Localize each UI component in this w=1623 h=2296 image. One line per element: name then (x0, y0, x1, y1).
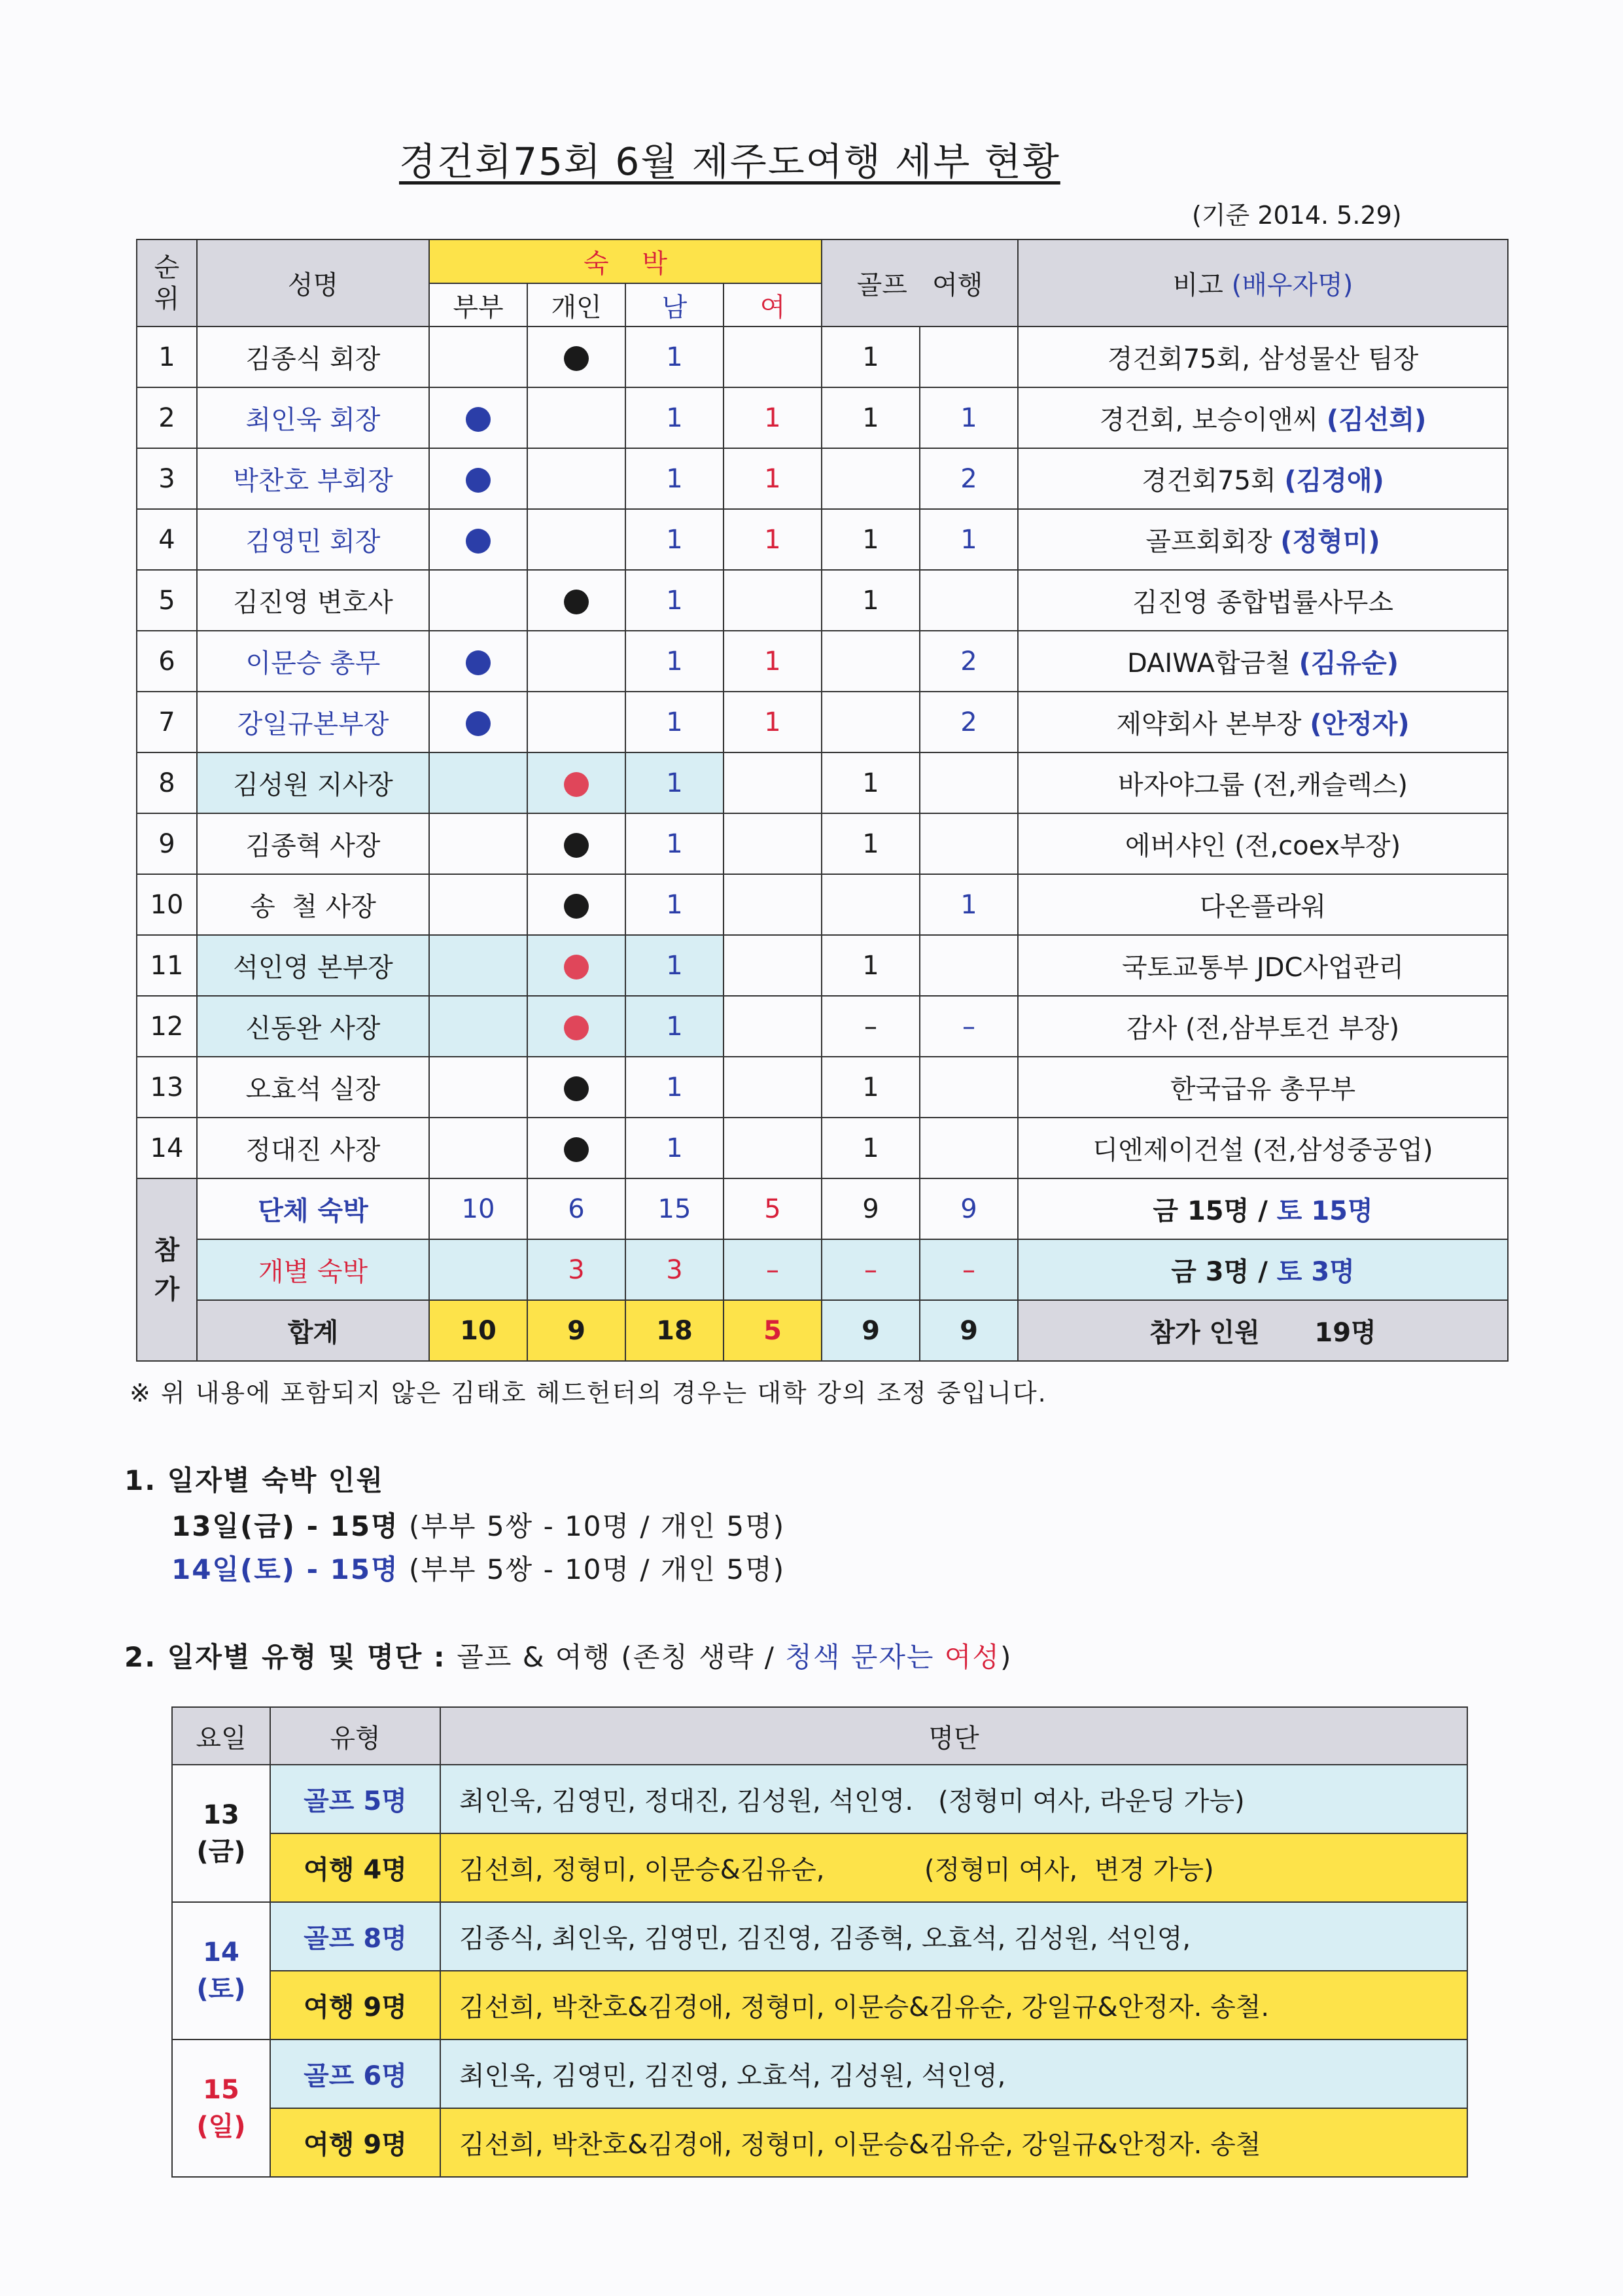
header-rank: 순 위 (137, 239, 197, 327)
row-female: 1 (724, 631, 822, 692)
participant-row (137, 509, 1508, 570)
row-travel: 1 (920, 387, 1018, 448)
row-single (527, 874, 625, 935)
row-couple (429, 387, 527, 448)
row-male: 1 (625, 1057, 724, 1118)
row-spouse: (정형미) (1280, 527, 1380, 557)
group-remark-sat: 토 15명 (1276, 1196, 1373, 1226)
row-single (527, 509, 625, 570)
row-male: 1 (625, 387, 724, 448)
group-lodging-label: 단체 숙박 (197, 1178, 429, 1239)
row-remark (1018, 1118, 1508, 1178)
schedule-travel-row (172, 2108, 1467, 2177)
row-travel: 1 (920, 874, 1018, 935)
row-single (527, 752, 625, 813)
row-male: 1 (625, 448, 724, 509)
schedule-travel-names: 김선희, 박찬호&김경애, 정형미, 이문승&김유순, 강일규&안정자. 송철. (440, 1971, 1467, 2040)
row-travel (920, 1118, 1018, 1178)
row-single (527, 935, 625, 996)
row-couple (429, 813, 527, 874)
schedule-travel-type: 여행 9명 (270, 1971, 440, 2040)
row-remark (1018, 631, 1508, 692)
schedule-travel-type: 여행 9명 (270, 2108, 440, 2177)
individual-male: 3 (625, 1239, 724, 1300)
row-spouse: (김유순) (1299, 648, 1399, 679)
row-name: 신동완 사장 (197, 996, 429, 1057)
row-golf (822, 874, 920, 935)
row-couple (429, 692, 527, 752)
row-number: 4 (137, 509, 197, 570)
row-name: 석인영 본부장 (197, 935, 429, 996)
row-couple (429, 327, 527, 387)
participant-row (137, 692, 1508, 752)
row-spouse: (김경애) (1284, 466, 1384, 496)
schedule-day: 15 (일) (172, 2040, 270, 2177)
section1-line1-date: 13일(금) - 15명 (171, 1510, 399, 1542)
participant-row (137, 874, 1508, 935)
row-number: 6 (137, 631, 197, 692)
schedule-golf-type: 골프 6명 (270, 2040, 440, 2108)
row-single (527, 448, 625, 509)
individual-remark-fri: 금 3명 (1171, 1257, 1249, 1287)
group-single: 6 (527, 1178, 625, 1239)
header-golf-travel (822, 239, 1018, 327)
schedule-travel-names: 김선희, 정형미, 이문승&김유순, (정형미 여사, 변경 가능) (440, 1833, 1467, 1902)
single-dot-icon (564, 833, 589, 858)
individual-female: – (724, 1239, 822, 1300)
individual-couple (429, 1239, 527, 1300)
row-female: 1 (724, 692, 822, 752)
group-remark-sep: / (1249, 1196, 1277, 1226)
individual-remark (1018, 1239, 1508, 1300)
row-name: 김종식 회장 (197, 327, 429, 387)
schedule-header-names: 명단 (440, 1707, 1467, 1765)
schedule-travel-type: 여행 4명 (270, 1833, 440, 1902)
single-dot-icon (564, 1137, 589, 1162)
row-number: 7 (137, 692, 197, 752)
row-travel: 2 (920, 448, 1018, 509)
row-female (724, 570, 822, 631)
row-travel: – (920, 996, 1018, 1057)
total-travel: 9 (920, 1300, 1018, 1361)
row-remark (1018, 996, 1508, 1057)
couple-dot-icon (466, 711, 491, 736)
row-number: 9 (137, 813, 197, 874)
section1-line1 (171, 1505, 785, 1544)
schedule-golf-row (172, 2040, 1467, 2108)
schedule-travel-row (172, 1833, 1467, 1902)
row-remark-text: 골프회회장 (1145, 527, 1281, 557)
row-spouse: (김선희) (1326, 405, 1427, 435)
couple-dot-icon (466, 407, 491, 432)
row-travel: 1 (920, 509, 1018, 570)
row-single (527, 813, 625, 874)
participant-row (137, 813, 1508, 874)
section1-line2-date: 14일(토) - 15명 (171, 1553, 399, 1585)
row-couple (429, 631, 527, 692)
row-number: 8 (137, 752, 197, 813)
row-name: 박찬호 부회장 (197, 448, 429, 509)
group-golf: 9 (822, 1178, 920, 1239)
schedule-golf-names: 최인욱, 김영민, 김진영, 오효석, 김성원, 석인영, (440, 2040, 1467, 2108)
row-number: 11 (137, 935, 197, 996)
row-golf: 1 (822, 387, 920, 448)
row-male: 1 (625, 1118, 724, 1178)
row-remark-text: 경건회, 보승이앤씨 (1099, 405, 1327, 435)
row-remark (1018, 692, 1508, 752)
row-spouse: (안정자) (1310, 709, 1410, 739)
row-female (724, 813, 822, 874)
header-female: 여 (724, 283, 822, 327)
individual-remark-sat: 토 3명 (1276, 1257, 1355, 1287)
row-remark-text: 다온플라워 (1199, 892, 1327, 922)
header-remarks (1018, 239, 1508, 327)
row-name: 강일규본부장 (197, 692, 429, 752)
row-male: 1 (625, 327, 724, 387)
row-remark-text: 에버샤인 (전,coex부장) (1125, 831, 1401, 861)
single-dot-icon (564, 894, 589, 919)
row-female (724, 935, 822, 996)
row-female: 1 (724, 448, 822, 509)
row-couple (429, 1057, 527, 1118)
header-lodging: 숙 박 (429, 239, 822, 283)
row-travel (920, 813, 1018, 874)
row-name: 김영민 회장 (197, 509, 429, 570)
section1-line2 (171, 1548, 785, 1587)
header-remarks-label: 비고 (1172, 270, 1223, 300)
footnote: ※ 위 내용에 포함되지 않은 김태호 헤드헌터의 경우는 대학 강의 조정 중입니다. (130, 1379, 1047, 1407)
participant-row (137, 570, 1508, 631)
row-male: 1 (625, 570, 724, 631)
schedule-header-day: 요일 (172, 1707, 270, 1765)
row-remark (1018, 387, 1508, 448)
header-remarks-sub: (배우자명) (1231, 270, 1353, 300)
row-remark (1018, 813, 1508, 874)
single-dot-icon (564, 1076, 589, 1101)
row-male: 1 (625, 631, 724, 692)
row-male: 1 (625, 935, 724, 996)
row-golf (822, 631, 920, 692)
row-travel (920, 1057, 1018, 1118)
row-remark-text: DAIWA합금철 (1126, 648, 1299, 679)
participants-table (136, 239, 1509, 1362)
header-single: 개인 (527, 283, 625, 327)
row-golf: 1 (822, 1057, 920, 1118)
group-remark (1018, 1178, 1508, 1239)
summary-label: 참 가 (137, 1178, 197, 1361)
row-golf: 1 (822, 327, 920, 387)
row-male: 1 (625, 874, 724, 935)
row-single (527, 1057, 625, 1118)
row-remark (1018, 752, 1508, 813)
total-male: 18 (625, 1300, 724, 1361)
schedule-golf-row (172, 1902, 1467, 1971)
section2-heading-red: 여성 (944, 1641, 1000, 1673)
row-number: 5 (137, 570, 197, 631)
individual-single: 3 (527, 1239, 625, 1300)
header-male: 남 (625, 283, 724, 327)
row-name: 오효석 실장 (197, 1057, 429, 1118)
section2-heading (124, 1636, 1012, 1675)
row-travel (920, 752, 1018, 813)
schedule-table (171, 1706, 1468, 2178)
group-remark-fri: 금 15명 (1153, 1196, 1249, 1226)
row-female (724, 1057, 822, 1118)
row-single (527, 570, 625, 631)
row-couple (429, 509, 527, 570)
total-single: 9 (527, 1300, 625, 1361)
row-single (527, 327, 625, 387)
couple-dot-icon (466, 529, 491, 554)
row-number: 12 (137, 996, 197, 1057)
row-remark (1018, 874, 1508, 935)
individual-travel: – (920, 1239, 1018, 1300)
row-travel: 2 (920, 692, 1018, 752)
header-travel: 여행 (932, 270, 983, 300)
participant-row (137, 1118, 1508, 1178)
row-remark-text: 바자야그룹 (전,캐슬렉스) (1117, 770, 1408, 800)
row-male: 1 (625, 509, 724, 570)
row-remark (1018, 448, 1508, 509)
row-male: 1 (625, 996, 724, 1057)
group-travel: 9 (920, 1178, 1018, 1239)
row-travel: 2 (920, 631, 1018, 692)
row-couple (429, 448, 527, 509)
section1-line1-detail: (부부 5쌍 - 10명 / 개인 5명) (398, 1510, 786, 1542)
single-dot-icon (564, 1016, 589, 1040)
row-remark (1018, 935, 1508, 996)
schedule-golf-type: 골프 8명 (270, 1902, 440, 1971)
row-remark (1018, 1057, 1508, 1118)
row-remark-text: 국토교통부 JDC사업관리 (1122, 953, 1405, 983)
row-travel (920, 935, 1018, 996)
row-remark-text: 디엔제이건설 (전,삼성중공업) (1092, 1135, 1433, 1165)
participant-row (137, 327, 1508, 387)
row-female (724, 1118, 822, 1178)
row-name: 최인욱 회장 (197, 387, 429, 448)
total-golf: 9 (822, 1300, 920, 1361)
header-couple: 부부 (429, 283, 527, 327)
row-female (724, 874, 822, 935)
row-golf: 1 (822, 752, 920, 813)
participant-row (137, 448, 1508, 509)
schedule-travel-row (172, 1971, 1467, 2040)
row-golf: – (822, 996, 920, 1057)
row-single (527, 996, 625, 1057)
single-dot-icon (564, 346, 589, 371)
single-dot-icon (564, 772, 589, 797)
group-male: 15 (625, 1178, 724, 1239)
schedule-golf-names: 최인욱, 김영민, 정대진, 김성원, 석인영. (정형미 여사, 라운딩 가능) (440, 1765, 1467, 1833)
row-number: 13 (137, 1057, 197, 1118)
row-female: 1 (724, 509, 822, 570)
row-name: 김성원 지사장 (197, 752, 429, 813)
row-golf: 1 (822, 570, 920, 631)
row-single (527, 631, 625, 692)
section2-heading-blue: 청색 문자는 (785, 1641, 945, 1673)
row-name: 이문승 총무 (197, 631, 429, 692)
row-remark-text: 한국급유 총무부 (1170, 1074, 1356, 1104)
row-male: 1 (625, 752, 724, 813)
row-single (527, 1118, 625, 1178)
row-number: 1 (137, 327, 197, 387)
total-couple: 10 (429, 1300, 527, 1361)
row-golf: 1 (822, 813, 920, 874)
row-couple (429, 996, 527, 1057)
row-remark-text: 경건회75회 (1142, 466, 1285, 496)
row-golf: 1 (822, 935, 920, 996)
row-name: 정대진 사장 (197, 1118, 429, 1178)
row-couple (429, 874, 527, 935)
row-single (527, 692, 625, 752)
schedule-day: 13 (금) (172, 1765, 270, 1902)
row-name: 김종혁 사장 (197, 813, 429, 874)
group-couple: 10 (429, 1178, 527, 1239)
row-remark-text: 제약회사 본부장 (1116, 709, 1310, 739)
row-name: 김진영 변호사 (197, 570, 429, 631)
row-female (724, 752, 822, 813)
row-golf: 1 (822, 509, 920, 570)
single-dot-icon (564, 955, 589, 980)
page-title: 경건회75회 6월 제주도여행 세부 현황 (399, 139, 1060, 184)
participant-row (137, 996, 1508, 1057)
section1-heading: 1. 일자별 숙박 인원 (124, 1464, 385, 1496)
row-female (724, 327, 822, 387)
couple-dot-icon (466, 468, 491, 493)
row-couple (429, 570, 527, 631)
individual-remark-sep: / (1249, 1257, 1277, 1287)
row-male: 1 (625, 813, 724, 874)
participant-row (137, 935, 1508, 996)
couple-dot-icon (466, 650, 491, 675)
row-golf (822, 692, 920, 752)
row-male: 1 (625, 692, 724, 752)
row-couple (429, 935, 527, 996)
row-remark (1018, 327, 1508, 387)
schedule-day: 14 (토) (172, 1902, 270, 2040)
header-golf: 골프 (856, 270, 907, 300)
section2-heading-end: ) (1000, 1641, 1013, 1673)
group-female: 5 (724, 1178, 822, 1239)
total-remark: 참가 인원 19명 (1018, 1300, 1508, 1361)
row-single (527, 387, 625, 448)
row-golf (822, 448, 920, 509)
basis-date: (기준 2014. 5.29) (1192, 201, 1402, 230)
row-couple (429, 1118, 527, 1178)
participant-row (137, 752, 1508, 813)
section2-heading-bold: 2. 일자별 유형 및 명단 : (124, 1641, 457, 1673)
row-remark-text: 감사 (전,삼부토건 부장) (1126, 1014, 1400, 1044)
participant-row (137, 1057, 1508, 1118)
schedule-golf-type: 골프 5명 (270, 1765, 440, 1833)
row-golf: 1 (822, 1118, 920, 1178)
row-number: 14 (137, 1118, 197, 1178)
schedule-header-type: 유형 (270, 1707, 440, 1765)
row-number: 10 (137, 874, 197, 935)
row-number: 2 (137, 387, 197, 448)
single-dot-icon (564, 590, 589, 614)
row-number: 3 (137, 448, 197, 509)
total-female: 5 (724, 1300, 822, 1361)
row-remark-text: 경건회75회, 삼성물산 팀장 (1107, 344, 1419, 374)
row-remark-text: 김진영 종합법률사무소 (1132, 588, 1394, 618)
header-name: 성명 (197, 239, 429, 327)
individual-lodging-label: 개별 숙박 (197, 1239, 429, 1300)
participant-row (137, 631, 1508, 692)
individual-golf: – (822, 1239, 920, 1300)
row-female: 1 (724, 387, 822, 448)
row-remark (1018, 570, 1508, 631)
schedule-golf-row (172, 1765, 1467, 1833)
row-female (724, 996, 822, 1057)
schedule-travel-names: 김선희, 박찬호&김경애, 정형미, 이문승&김유순, 강일규&안정자. 송철 (440, 2108, 1467, 2177)
schedule-golf-names: 김종식, 최인욱, 김영민, 김진영, 김종혁, 오효석, 김성원, 석인영, (440, 1902, 1467, 1971)
total-label: 합계 (197, 1300, 429, 1361)
participant-row (137, 387, 1508, 448)
row-remark (1018, 509, 1508, 570)
row-name: 송 철 사장 (197, 874, 429, 935)
section1-line2-detail: (부부 5쌍 - 10명 / 개인 5명) (398, 1553, 786, 1585)
row-couple (429, 752, 527, 813)
section2-heading-rest: 골프 & 여행 (존칭 생략 / (457, 1641, 786, 1673)
row-travel (920, 570, 1018, 631)
row-travel (920, 327, 1018, 387)
